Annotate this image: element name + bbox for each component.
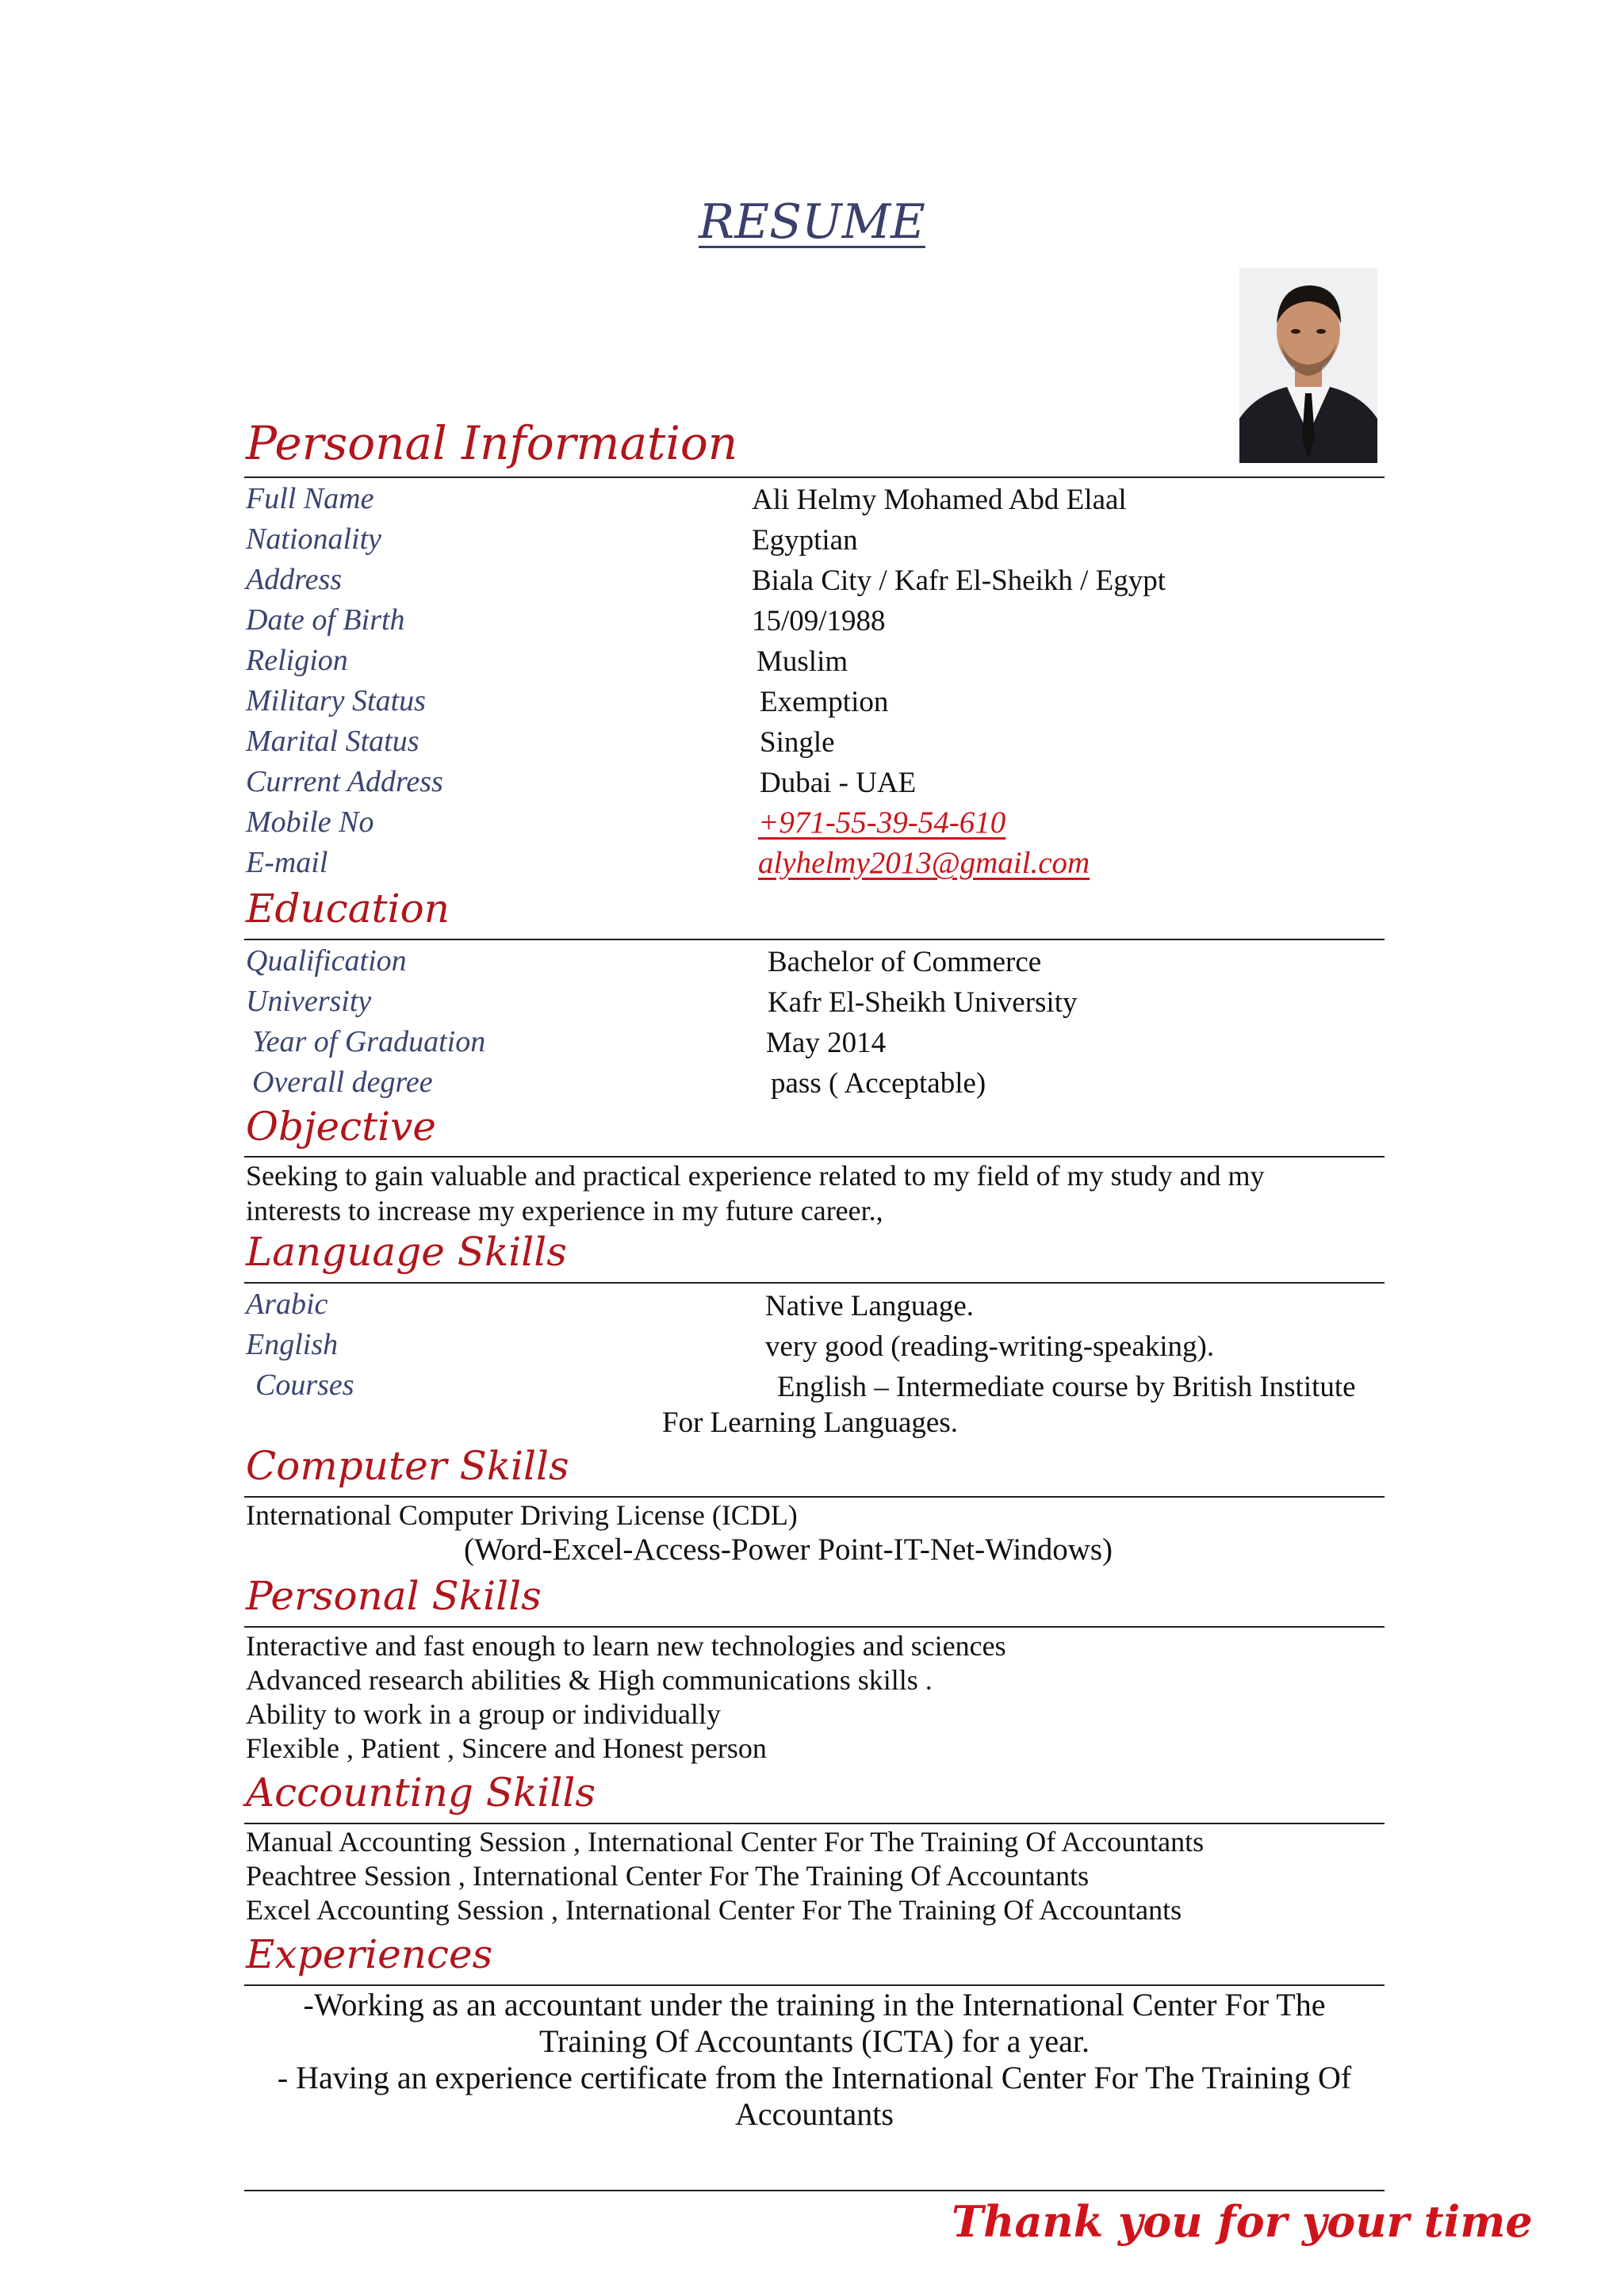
section-education: Education	[246, 886, 450, 932]
profile-photo	[1239, 268, 1377, 463]
section-divider	[244, 1626, 1385, 1628]
accounting-skill-item: Manual Accounting Session , International Center For The Training Of Accountants	[246, 1826, 1205, 1858]
value-military-status: Exemption	[760, 686, 889, 718]
label-english: English	[246, 1328, 339, 1361]
section-divider	[244, 476, 1385, 478]
value-courses-line-1: English – Intermediate course by British Institute	[777, 1371, 1356, 1403]
label-marital-status: Marital Status	[246, 725, 419, 758]
section-personal-information: Personal Information	[246, 416, 738, 470]
section-language-skills: Language Skills	[246, 1229, 567, 1275]
label-date-of-birth: Date of Birth	[246, 603, 405, 637]
label-qualification: Qualification	[246, 944, 407, 978]
personal-skill-item: Ability to work in a group or individually	[246, 1698, 721, 1730]
experience-line-2: Training Of Accountants (ICTA) for a year.	[538, 2023, 1090, 2059]
section-divider	[244, 1156, 1385, 1158]
value-overall-degree: pass ( Acceptable)	[771, 1067, 986, 1100]
value-full-name: Ali Helmy Mohamed Abd Elaal	[752, 484, 1127, 516]
experience-line-4: Accountants	[735, 2096, 894, 2132]
value-university: Kafr El-Sheikh University	[768, 986, 1078, 1019]
label-military-status: Military Status	[246, 684, 426, 718]
section-accounting-skills: Accounting Skills	[246, 1770, 596, 1816]
label-overall-degree: Overall degree	[252, 1066, 433, 1099]
value-current-address: Dubai - UAE	[760, 767, 917, 799]
label-email: E-mail	[246, 846, 328, 879]
value-nationality: Egyptian	[752, 524, 858, 557]
accounting-skill-item: Peachtree Session , International Center For The Training Of Accountants	[246, 1860, 1090, 1892]
value-year-of-graduation: May 2014	[766, 1027, 887, 1059]
label-religion: Religion	[246, 644, 348, 677]
accounting-skill-item: Excel Accounting Session , International Center For The Training Of Accountants	[246, 1894, 1182, 1926]
value-date-of-birth: 15/09/1988	[752, 605, 886, 637]
email-link[interactable]: alyhelmy2013@gmail.com	[758, 846, 1090, 880]
value-religion: Muslim	[756, 645, 848, 678]
computer-skills-line-2: (Word-Excel-Access-Power Point-IT-Net-Windows)	[464, 1533, 1113, 1567]
value-address: Biala City / Kafr El-Sheikh / Egypt	[752, 564, 1166, 597]
personal-skill-item: Advanced research abilities & High communications skills .	[246, 1664, 933, 1696]
section-computer-skills: Computer Skills	[246, 1443, 569, 1489]
value-qualification: Bachelor of Commerce	[768, 946, 1042, 978]
personal-skill-item: Flexible , Patient , Sincere and Honest person	[246, 1732, 767, 1764]
experience-line-1: -Working as an accountant under the training in the International Center For The	[303, 1987, 1326, 2022]
label-courses: Courses	[255, 1368, 354, 1402]
label-full-name: Full Name	[246, 482, 374, 515]
objective-line-1: Seeking to gain valuable and practical experience related to my field of my study and my	[246, 1160, 1265, 1192]
label-year-of-graduation: Year of Graduation	[252, 1025, 486, 1058]
value-courses-line-2: For Learning Languages.	[662, 1406, 958, 1439]
label-nationality: Nationality	[246, 522, 381, 556]
section-divider	[244, 1282, 1385, 1284]
computer-skills-line-1: International Computer Driving License (ICDL)	[246, 1499, 798, 1531]
section-experiences: Experiences	[246, 1931, 493, 1977]
resume-title: RESUME	[699, 194, 925, 250]
objective-line-2: interests to increase my experience in my future career.,	[246, 1195, 883, 1226]
label-arabic: Arabic	[246, 1288, 328, 1321]
label-current-address: Current Address	[246, 765, 443, 798]
portrait-image	[1239, 268, 1377, 463]
section-divider	[244, 1823, 1385, 1824]
personal-skill-item: Interactive and fast enough to learn new technologies and sciences	[246, 1630, 1006, 1662]
label-university: University	[246, 985, 372, 1018]
section-divider	[244, 1496, 1385, 1498]
label-mobile: Mobile No	[246, 806, 374, 839]
mobile-link[interactable]: +971-55-39-54-610	[758, 806, 1006, 840]
section-personal-skills: Personal Skills	[246, 1573, 542, 1619]
value-marital-status: Single	[760, 726, 835, 759]
section-objective: Objective	[246, 1104, 437, 1150]
value-arabic: Native Language.	[765, 1290, 974, 1322]
label-address: Address	[246, 563, 343, 596]
footer-divider	[244, 2190, 1385, 2191]
experience-line-3: - Having an experience certificate from the International Center For The Training Of	[277, 2060, 1352, 2095]
closing-message: Thank you for your time	[952, 2196, 1533, 2247]
section-divider	[244, 939, 1385, 940]
value-english: very good (reading-writing-speaking).	[765, 1330, 1215, 1363]
